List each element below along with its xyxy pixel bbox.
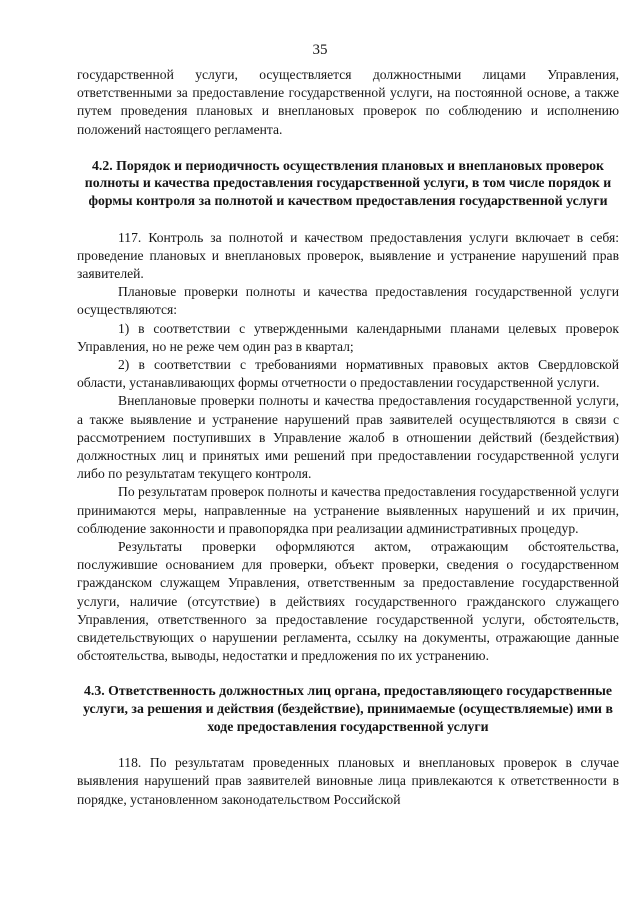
list-item-1: 1) в соответствии с утвержденными календарными планами целевых проверок Управления, но не реже чем один раз в квартал; [77,320,619,354]
paragraph-118: 118. По результатам проведенных плановых и внеплановых проверок в случае выявления нарушений прав заявителей виновные лица привлекаются к ответственности в порядке, установленном законодательством Российской [77,755,619,807]
page-content [77,66,619,809]
paragraph-check-results-measures: По результатам проверок полноты и качества предоставления государственной услуги принимаются меры, направленные на устранение выявленных нарушений и их причин, соблюдение законности и правопорядка при реализации административных процедур. [77,484,619,536]
intro-paragraph: государственной услуги, осуществляется должностными лицами Управления, ответственными за предоставление государственной услуги, на постоянной основе, а также путем проведения плановых и внеплановых проверок по соблюдению и исполнению положений настоящего регламента. [77,67,619,137]
section-4-3-heading: 4.3. Ответственность должностных лиц органа, предоставляющего государственные услуги, за решения и действия (бездействие), принимаемые (осуществляемые) ими в ходе предоставления государственной услуги [83,683,613,734]
paragraph-planned-checks: Плановые проверки полноты и качества предоставления государственной услуги осуществляются: [77,284,619,318]
paragraph-117: 117. Контроль за полнотой и качеством предоставления услуги включает в себя: проведение плановых и внеплановых проверок, выявление и устранение нарушений прав заявителей. [77,229,619,281]
paragraph-unplanned-checks: Внеплановые проверки полноты и качества предоставления государственной услуги, а также выявление и устранение нарушений прав заявителей осуществляются в связи с рассмотрением поступивших в Управление жалоб в отношении действий (бездействия) должностных лиц и принятых ими решений при предоставлении государственной услуги либо по результатам текущего контроля. [77,393,619,482]
paragraph-check-act: Результаты проверки оформляются актом, отражающим обстоятельства, послужившие основанием для проверки, объект проверки, сведения о государственном гражданском служащем Управления, ответственным за предоставление государственной услуги, наличие (отсутствие) в действиях государственного гражданского служащего Управления, ответственного за предоставление государственной услуги, обстоятельств, свидетельствующих о нарушении регламента, ссылку на документы, отражающие данные обстоятельства, выводы, недостатки и предложения по их устранению. [77,539,619,664]
section-4-2-heading: 4.2. Порядок и периодичность осуществления плановых и внеплановых проверок полноты и качества предоставления государственной услуги, в том числе порядок и формы контроля за полнотой и качеством предоставления государственной услуги [84,157,612,208]
page-number: 35 [312,42,328,58]
list-item-2: 2) в соответствии с требованиями нормативных правовых актов Свердловской области, устанавливающих формы отчетности о предоставлении государственной услуги. [77,357,619,391]
